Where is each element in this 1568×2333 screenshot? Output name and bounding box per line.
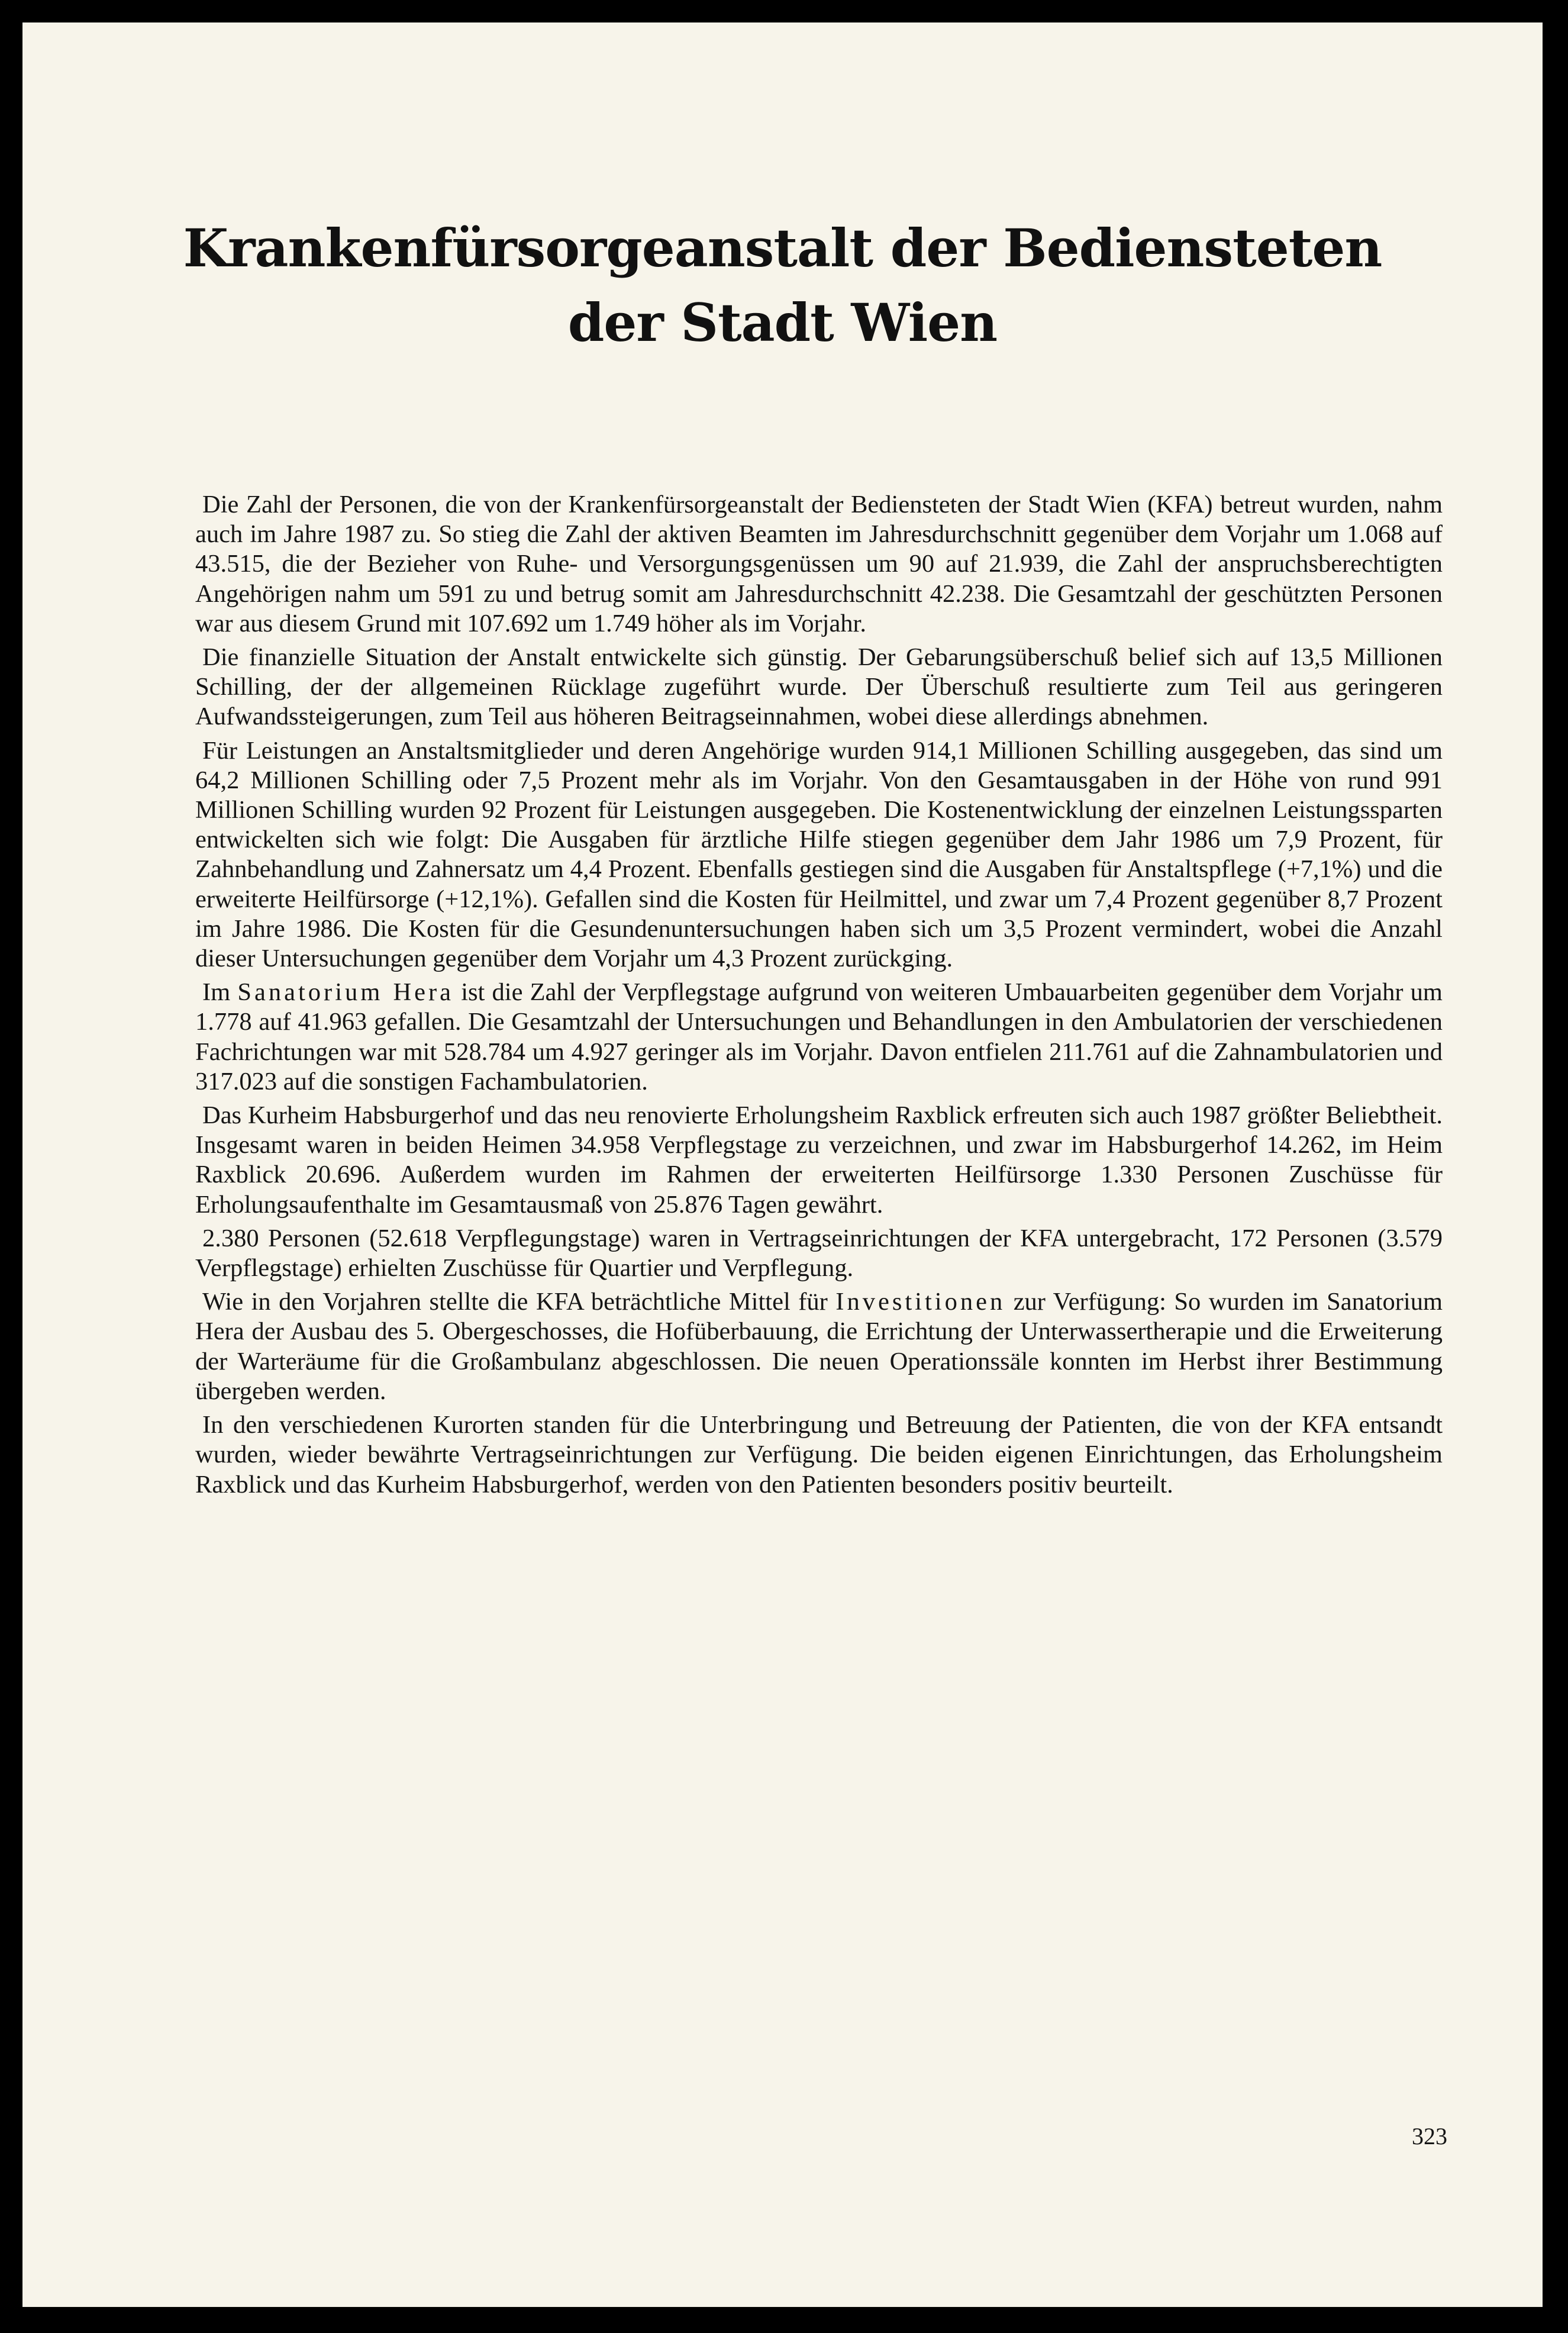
- paragraph-sanatorium-hera: [195, 978, 1443, 1097]
- paragraph-contract-facilities: 2.380 Personen (52.618 Verpflegungstage) waren in Vertragseinrichtungen der KFA untergebracht, 172 Personen (3.579 Verpflegstage) erhielten Zuschüsse für Quartier und Verpflegung.: [195, 1224, 1443, 1282]
- page-title-line-2: der Stadt Wien: [567, 292, 998, 353]
- paragraph-investments: [195, 1287, 1443, 1406]
- page-title-line-1: Krankenfürsorgeanstalt der Bediensteten: [183, 217, 1382, 279]
- paragraph-spa-resorts: In den verschiedenen Kurorten standen für die Unterbringung und Betreuung der Patienten, die von der KFA entsandt wurden, wieder bewährte Vertragseinrichtungen zur Verfügung. Die beiden eigenen Einrichtungen, das Erholungsheim Raxblick und das Kurheim Habsburgerhof, werden von den Patienten besonders positiv beurteilt.: [195, 1411, 1443, 1499]
- paragraph-sanatorium-hera-lead: Im: [202, 978, 238, 1007]
- emphasis-sanatorium-hera: Sanatorium Hera: [237, 978, 454, 1007]
- page-title: [22, 211, 1543, 360]
- paragraph-recreation-homes: Das Kurheim Habsburgerhof und das neu renovierte Erholungsheim Raxblick erfreuten sich auch 1987 größter Beliebtheit. Insgesamt waren in beiden Heimen 34.958 Verpflegstage zu verzeichnen, und zwar im Habsburgerhof 14.262, im Heim Raxblick 20.696. Außerdem wurden im Rahmen der erweiterten Heilfürsorge 1.330 Personen Zuschüsse für Erholungsaufenthalte im Gesamtausmaß von 25.876 Tagen gewährt.: [195, 1101, 1443, 1219]
- paragraph-investments-lead: Wie in den Vorjahren stellte die KFA beträchtliche Mittel für: [202, 1288, 836, 1316]
- paragraph-persons-served: Die Zahl der Personen, die von der Krankenfürsorgeanstalt der Bediensteten der Stadt Wien (KFA) betreut wurden, nahm auch im Jahre 1987 zu. So stieg die Zahl der aktiven Beamten im Jahresdurchschnitt gegenüber dem Vorjahr um 1.068 auf 43.515, die der Bezieher von Ruhe- und Versorgungsgenüssen um 90 auf 21.939, die Zahl der anspruchsberechtigten Angehörigen nahm um 591 zu und betrug somit am Jahresdurchschnitt 42.238. Die Gesamtzahl der geschützten Personen war aus diesem Grund mit 107.692 um 1.749 höher als im Vorjahr.: [195, 491, 1443, 637]
- body-text: [195, 490, 1443, 1504]
- emphasis-investitionen: Investitionen: [835, 1288, 1006, 1316]
- document-page: [22, 22, 1543, 2307]
- paragraph-investments-rest: zur Verfügung: So wurden im Sanatorium Hera der Ausbau des 5. Obergeschosses, die Hofüberbauung, die Errichtung der Unterwassertherapie und die Erweiterung der Warteräume für die Großambulanz abgeschlossen. Die neuen Operationssäle konnten im Herbst ihrer Bestimmung übergeben werden.: [195, 1288, 1443, 1405]
- page-number: 323: [1412, 2123, 1447, 2150]
- paragraph-sanatorium-hera-rest: ist die Zahl der Verpflegstage aufgrund von weiteren Umbauarbeiten gegenüber dem Vorjahr um 1.778 auf 41.963 gefallen. Die Gesamtzahl der Untersuchungen und Behandlungen in den Ambulatorien der verschiedenen Fachrichtungen war mit 528.784 um 4.927 geringer als im Vorjahr. Davon entfielen 211.761 auf die Zahnambulatorien und 317.023 auf die sonstigen Fachambulatorien.: [195, 978, 1443, 1095]
- paragraph-financial-situation: Die finanzielle Situation der Anstalt entwickelte sich günstig. Der Gebarungsüberschuß belief sich auf 13,5 Millionen Schilling, der der allgemeinen Rücklage zugeführt wurde. Der Überschuß resultierte zum Teil aus geringeren Aufwandssteigerungen, zum Teil aus höheren Beitragseinnahmen, wobei diese allerdings abnehmen.: [195, 643, 1443, 731]
- paragraph-benefit-costs: Für Leistungen an Anstaltsmitglieder und deren Angehörige wurden 914,1 Millionen Schilling ausgegeben, das sind um 64,2 Millionen Schilling oder 7,5 Prozent mehr als im Vorjahr. Von den Gesamtausgaben in der Höhe von rund 991 Millionen Schilling wurden 92 Prozent für Leistungen ausgegeben. Die Kostenentwicklung der einzelnen Leistungssparten entwickelten sich wie folgt: Die Ausgaben für ärztliche Hilfe stiegen gegenüber dem Jahr 1986 um 7,9 Prozent, für Zahnbehandlung und Zahnersatz um 4,4 Prozent. Ebenfalls gestiegen sind die Ausgaben für Anstaltspflege (+7,1%) und die erweiterte Heilfürsorge (+12,1%). Gefallen sind die Kosten für Heilmittel, und zwar um 7,4 Prozent gegenüber 8,7 Prozent im Jahre 1986. Die Kosten für die Gesundenuntersuchungen haben sich um 3,5 Prozent vermindert, wobei die Anzahl dieser Untersuchungen gegenüber dem Vorjahr um 4,3 Prozent zurückging.: [195, 736, 1443, 973]
